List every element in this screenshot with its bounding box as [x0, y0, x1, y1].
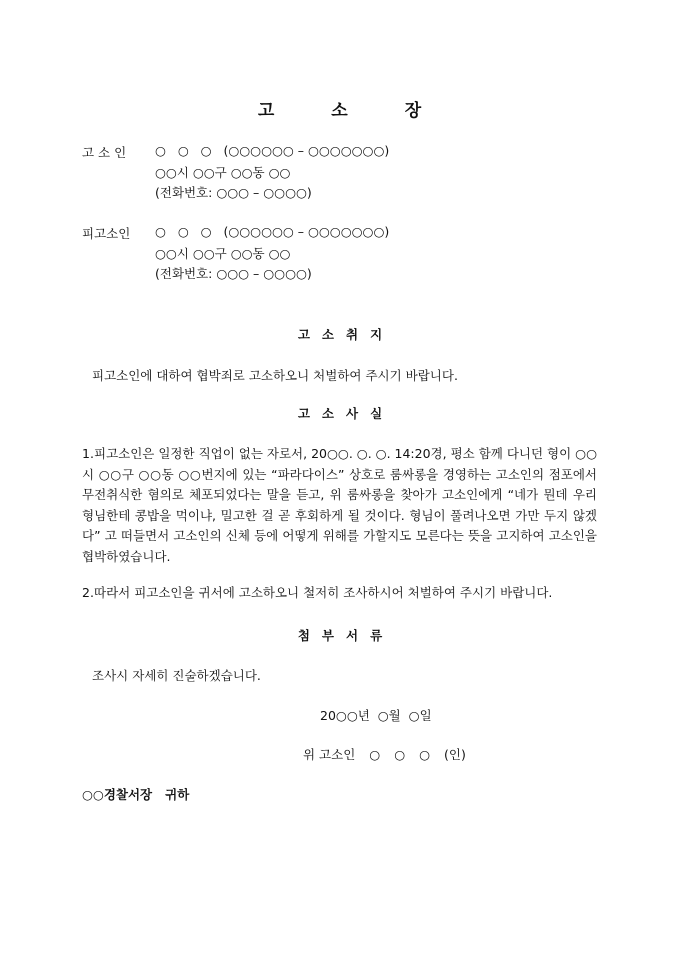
signature-name-char: ○	[369, 747, 381, 762]
title-char: 장	[404, 101, 423, 121]
defendant-name: ○ ○ ○ (○○○○○○ – ○○○○○○○)	[155, 224, 390, 239]
signature-line	[303, 745, 480, 763]
attachments-text: 조사시 자세히 진술하겠습니다.	[92, 668, 261, 683]
complainant-label: 고 소 인	[82, 145, 127, 160]
fact-item-1	[82, 444, 597, 567]
filing-date: 20○○년 ○월 ○일	[320, 708, 432, 723]
heading-char: 소	[321, 327, 334, 342]
seal-mark: (인)	[444, 747, 466, 762]
heading-char: 실	[370, 406, 383, 421]
heading-char: 고	[297, 406, 310, 421]
fact-text: 따라서 피고소인을 귀서에 고소하오니 철저히 조사하시어 처벌하여 주시기 바랍니다.	[94, 585, 553, 600]
recipient: ○○경찰서장 귀하	[82, 787, 190, 802]
heading-char: 류	[370, 628, 383, 643]
defendant-phone: (전화번호: ○○○ – ○○○○)	[155, 266, 312, 281]
signature-name-char: ○	[419, 747, 431, 762]
fact-number: 2.	[82, 585, 94, 600]
heading-char: 사	[346, 406, 359, 421]
signature-name-char: ○	[394, 747, 406, 762]
document-title	[0, 96, 680, 121]
defendant-label: 피고소인	[82, 226, 131, 241]
heading-char: 소	[321, 406, 334, 421]
heading-char: 고	[297, 327, 310, 342]
heading-char: 서	[346, 628, 359, 643]
attachments-heading	[0, 626, 680, 644]
signature-prefix: 위 고소인	[303, 747, 356, 762]
defendant-address: ○○시 ○○구 ○○동 ○○	[155, 246, 291, 261]
heading-char: 지	[370, 327, 383, 342]
complainant-phone: (전화번호: ○○○ – ○○○○)	[155, 185, 312, 200]
heading-char: 취	[346, 327, 359, 342]
complainant-address: ○○시 ○○구 ○○동 ○○	[155, 165, 291, 180]
complainant-name: ○ ○ ○ (○○○○○○ – ○○○○○○○)	[155, 143, 390, 158]
heading-char: 부	[321, 628, 334, 643]
purpose-heading	[0, 325, 680, 343]
title-char: 고	[257, 101, 276, 121]
title-char: 소	[331, 101, 349, 121]
facts-heading	[0, 404, 680, 422]
fact-item-2	[82, 583, 597, 604]
purpose-text: 피고소인에 대하여 협박죄로 고소하오니 처벌하여 주시기 바랍니다.	[92, 368, 458, 383]
fact-number: 1.	[82, 446, 94, 461]
heading-char: 첨	[297, 628, 310, 643]
fact-text: 피고소인은 일정한 직업이 없는 자로서, 20○○. ○. ○. 14:20경, 평소 함께 다니던 형이 ○○시 ○○구 ○○동 ○○번지에 있는 “파라다이스” 상호로 룸싸롱을 경영하는 고소인의 점포에서 무전취식한 혐의로 체포되었다는 말을 듣고, 위 룸싸롱을 찾아가 고소인에게 “네가 뭔데 우리 형님한테 콩밥을 먹이냐, 밀고한 걸 곧 후회하게 될 것이다. 형님이 풀려나오면 가만 두지 않겠다” 고 떠들면서 고소인의 신체 등에 어떻게 위해를 가할지도 모른다는 뜻을 고지하여 고소인을 협박하였습니다.	[82, 446, 597, 564]
